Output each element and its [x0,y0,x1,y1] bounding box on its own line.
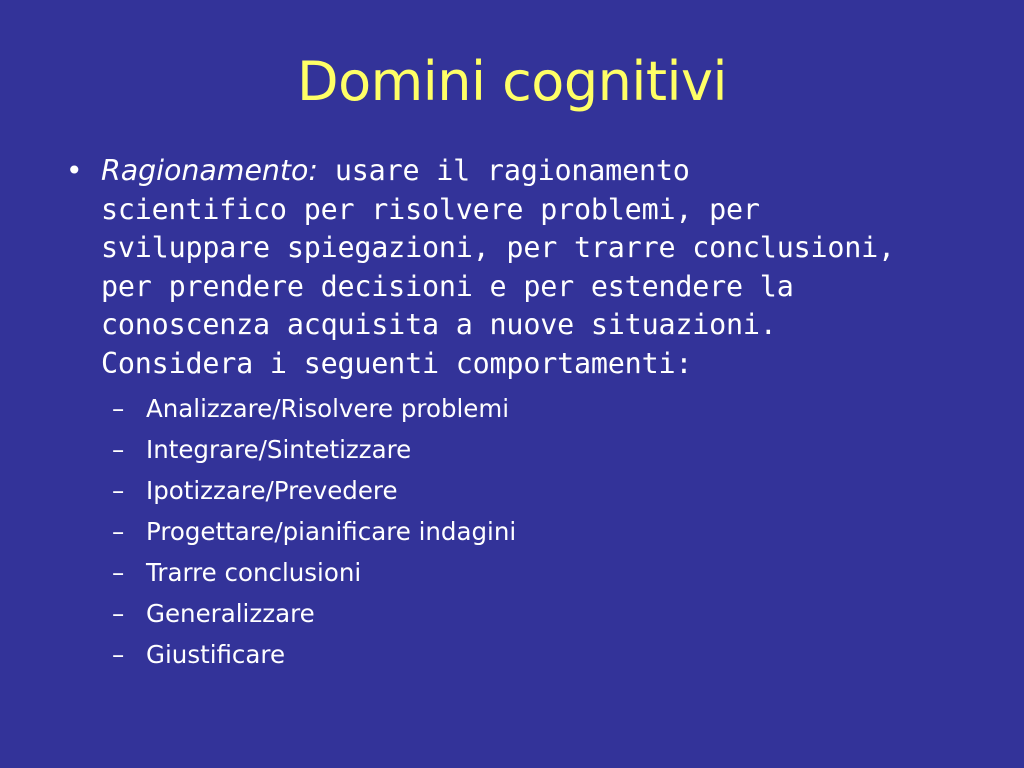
subitem [112,593,516,634]
bullet-line-3: sviluppare spiegazioni, per trarre conclusioni, [101,231,895,264]
bullet-term: Ragionamento: [101,154,318,187]
subitem [112,552,516,593]
subitem [112,429,516,470]
bullet-marker: • [66,154,83,187]
dash-marker: – [112,394,125,423]
subitem-text: Progettare/pianificare indagini [146,517,517,546]
bullet-line-5: conoscenza acquisita a nuove situazioni. [101,308,777,341]
subitem-text: Generalizzare [146,599,315,628]
subitem-list [112,388,516,675]
dash-marker: – [112,599,125,628]
bullet-line-1 [101,152,961,191]
subitem-text: Giustificare [146,640,286,669]
subitem [112,470,516,511]
subitem [112,634,516,675]
bullet-text [101,152,961,383]
subitem [112,388,516,429]
bullet-line-1-text: usare il ragionamento [334,154,690,187]
dash-marker: – [112,640,125,669]
subitem [112,511,516,552]
subitem-text: Integrare/Sintetizzare [146,435,412,464]
slide-title: Domini cognitivi [297,50,727,113]
subitem-text: Analizzare/Risolvere problemi [146,394,510,423]
bullet-line-2: scientifico per risolvere problemi, per [101,192,760,226]
bullet-line-4: per prendere decisioni e per estendere la [101,269,794,303]
dash-marker: – [112,435,125,464]
dash-marker: – [112,558,125,587]
subitem-text: Ipotizzare/Prevedere [146,476,398,505]
subitem-text: Trarre conclusioni [146,558,362,587]
dash-marker: – [112,476,125,505]
dash-marker: – [112,517,125,546]
bullet-line-6: Considera i seguenti comportamenti: [101,346,693,380]
